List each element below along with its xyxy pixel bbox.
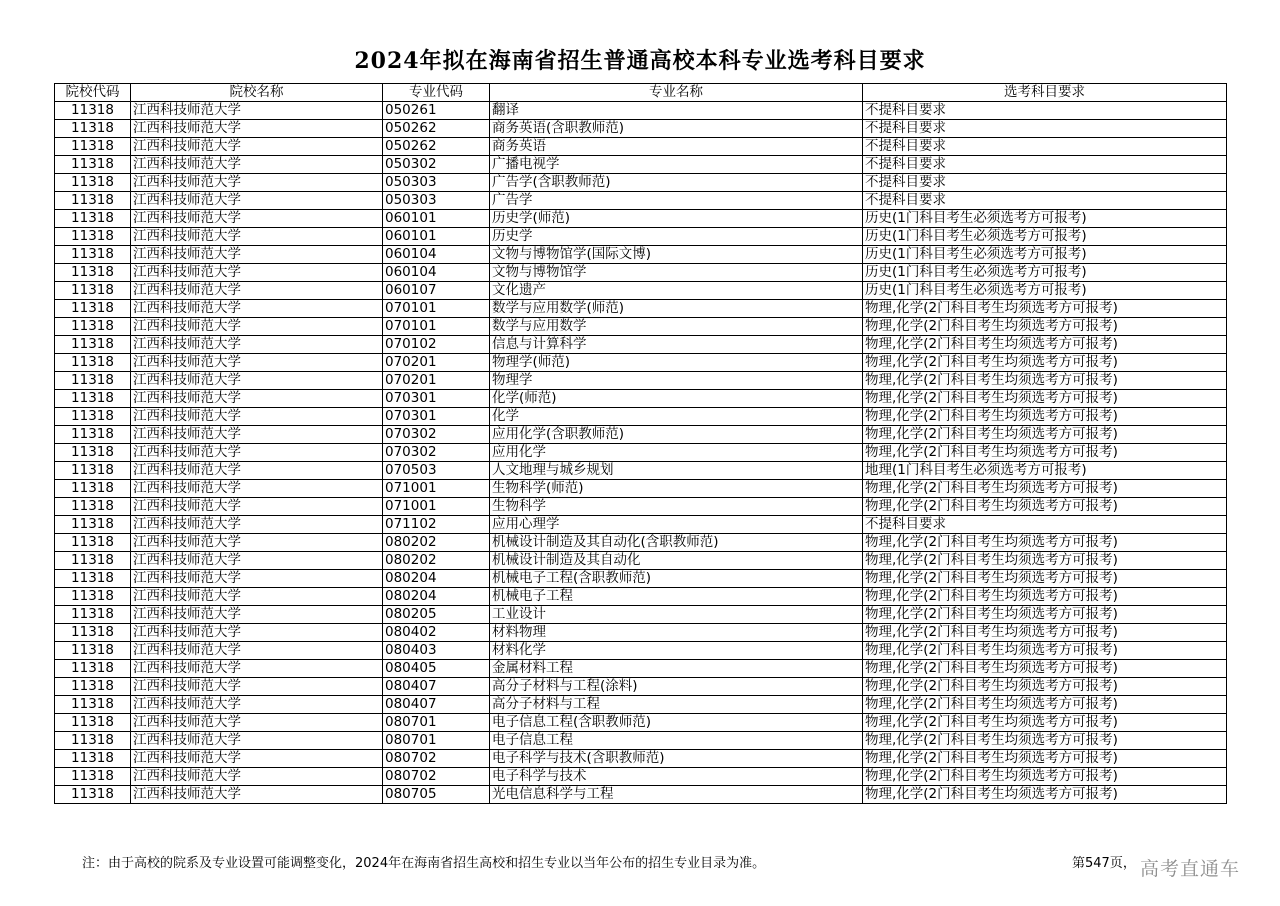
major-name-cell: 电子科学与技术 xyxy=(490,768,863,786)
major-name-cell: 机械设计制造及其自动化(含职教师范) xyxy=(490,534,863,552)
major-name-cell: 商务英语(含职教师范) xyxy=(490,120,863,138)
school-name-cell: 江西科技师范大学 xyxy=(131,318,383,336)
school-name-cell: 江西科技师范大学 xyxy=(131,336,383,354)
school-name-cell: 江西科技师范大学 xyxy=(131,408,383,426)
school-name-cell: 江西科技师范大学 xyxy=(131,300,383,318)
school-code-cell: 11318 xyxy=(55,786,131,804)
major-code-cell: 080202 xyxy=(383,552,490,570)
subject-requirement-cell: 不提科目要求 xyxy=(863,156,1227,174)
major-code-cell: 050302 xyxy=(383,156,490,174)
major-code-cell: 080407 xyxy=(383,678,490,696)
school-name-cell: 江西科技师范大学 xyxy=(131,390,383,408)
table-row xyxy=(55,408,1227,426)
school-name-cell: 江西科技师范大学 xyxy=(131,444,383,462)
major-code-cell: 060101 xyxy=(383,210,490,228)
school-name-cell: 江西科技师范大学 xyxy=(131,228,383,246)
major-name-cell: 文化遗产 xyxy=(490,282,863,300)
table-row xyxy=(55,714,1227,732)
school-name-cell: 江西科技师范大学 xyxy=(131,354,383,372)
major-code-cell: 050261 xyxy=(383,102,490,120)
subject-requirement-cell: 物理,化学(2门科目考生均须选考方可报考) xyxy=(863,408,1227,426)
school-code-cell: 11318 xyxy=(55,660,131,678)
major-name-cell: 电子信息工程 xyxy=(490,732,863,750)
major-code-cell: 050303 xyxy=(383,192,490,210)
table-row xyxy=(55,120,1227,138)
subject-requirement-cell: 物理,化学(2门科目考生均须选考方可报考) xyxy=(863,372,1227,390)
subject-requirement-cell: 不提科目要求 xyxy=(863,138,1227,156)
table-row xyxy=(55,264,1227,282)
school-name-cell: 江西科技师范大学 xyxy=(131,264,383,282)
major-name-cell: 应用化学(含职教师范) xyxy=(490,426,863,444)
subject-requirement-cell: 不提科目要求 xyxy=(863,174,1227,192)
school-code-cell: 11318 xyxy=(55,444,131,462)
school-code-cell: 11318 xyxy=(55,678,131,696)
header-school-code: 院校代码 xyxy=(55,84,131,102)
major-code-cell: 080702 xyxy=(383,768,490,786)
school-name-cell: 江西科技师范大学 xyxy=(131,624,383,642)
table-row xyxy=(55,102,1227,120)
table-row xyxy=(55,750,1227,768)
major-name-cell: 材料物理 xyxy=(490,624,863,642)
major-name-cell: 应用化学 xyxy=(490,444,863,462)
major-name-cell: 化学 xyxy=(490,408,863,426)
school-name-cell: 江西科技师范大学 xyxy=(131,120,383,138)
header-major-code: 专业代码 xyxy=(383,84,490,102)
page-title: 2024年拟在海南省招生普通高校本科专业选考科目要求 xyxy=(354,48,926,74)
table-row xyxy=(55,444,1227,462)
major-name-cell: 应用心理学 xyxy=(490,516,863,534)
school-code-cell: 11318 xyxy=(55,390,131,408)
table-row xyxy=(55,300,1227,318)
header-subject-requirement: 选考科目要求 xyxy=(863,84,1227,102)
subject-requirement-cell: 物理,化学(2门科目考生均须选考方可报考) xyxy=(863,606,1227,624)
school-name-cell: 江西科技师范大学 xyxy=(131,174,383,192)
school-name-cell: 江西科技师范大学 xyxy=(131,246,383,264)
school-name-cell: 江西科技师范大学 xyxy=(131,156,383,174)
school-code-cell: 11318 xyxy=(55,336,131,354)
school-code-cell: 11318 xyxy=(55,354,131,372)
school-name-cell: 江西科技师范大学 xyxy=(131,678,383,696)
footer-note: 注：由于高校的院系及专业设置可能调整变化，2024年在海南省招生高校和招生专业以当年公布的招生专业目录为准。 xyxy=(82,856,766,871)
table-row xyxy=(55,678,1227,696)
school-name-cell: 江西科技师范大学 xyxy=(131,732,383,750)
subject-requirement-cell: 历史(1门科目考生必须选考方可报考) xyxy=(863,210,1227,228)
table-row xyxy=(55,228,1227,246)
school-code-cell: 11318 xyxy=(55,228,131,246)
school-code-cell: 11318 xyxy=(55,462,131,480)
major-code-cell: 080205 xyxy=(383,606,490,624)
major-name-cell: 高分子材料与工程 xyxy=(490,696,863,714)
major-name-cell: 化学(师范) xyxy=(490,390,863,408)
major-code-cell: 080202 xyxy=(383,534,490,552)
major-name-cell: 信息与计算科学 xyxy=(490,336,863,354)
school-name-cell: 江西科技师范大学 xyxy=(131,768,383,786)
subject-requirement-cell: 物理,化学(2门科目考生均须选考方可报考) xyxy=(863,570,1227,588)
school-code-cell: 11318 xyxy=(55,138,131,156)
school-code-cell: 11318 xyxy=(55,714,131,732)
subject-requirement-cell: 物理,化学(2门科目考生均须选考方可报考) xyxy=(863,552,1227,570)
table-row xyxy=(55,588,1227,606)
school-code-cell: 11318 xyxy=(55,300,131,318)
school-code-cell: 11318 xyxy=(55,480,131,498)
watermark-text: 高考直通车 xyxy=(1140,858,1241,880)
table-row xyxy=(55,282,1227,300)
subject-requirement-cell: 物理,化学(2门科目考生均须选考方可报考) xyxy=(863,732,1227,750)
major-name-cell: 商务英语 xyxy=(490,138,863,156)
major-code-cell: 071001 xyxy=(383,480,490,498)
major-name-cell: 翻译 xyxy=(490,102,863,120)
subject-requirement-cell: 物理,化学(2门科目考生均须选考方可报考) xyxy=(863,642,1227,660)
major-code-cell: 080405 xyxy=(383,660,490,678)
major-code-cell: 060101 xyxy=(383,228,490,246)
school-name-cell: 江西科技师范大学 xyxy=(131,786,383,804)
major-name-cell: 文物与博物馆学(国际文博) xyxy=(490,246,863,264)
subject-requirement-cell: 不提科目要求 xyxy=(863,192,1227,210)
school-code-cell: 11318 xyxy=(55,588,131,606)
table-row xyxy=(55,156,1227,174)
major-code-cell: 070201 xyxy=(383,354,490,372)
major-code-cell: 071001 xyxy=(383,498,490,516)
major-code-cell: 080204 xyxy=(383,588,490,606)
table-row xyxy=(55,606,1227,624)
major-name-cell: 机械设计制造及其自动化 xyxy=(490,552,863,570)
school-name-cell: 江西科技师范大学 xyxy=(131,588,383,606)
subject-requirement-cell: 历史(1门科目考生必须选考方可报考) xyxy=(863,264,1227,282)
table-row xyxy=(55,318,1227,336)
table-row xyxy=(55,354,1227,372)
table-row xyxy=(55,390,1227,408)
school-code-cell: 11318 xyxy=(55,732,131,750)
major-code-cell: 070503 xyxy=(383,462,490,480)
school-code-cell: 11318 xyxy=(55,282,131,300)
subject-requirement-cell: 物理,化学(2门科目考生均须选考方可报考) xyxy=(863,750,1227,768)
school-code-cell: 11318 xyxy=(55,516,131,534)
major-code-cell: 070302 xyxy=(383,426,490,444)
table-row xyxy=(55,246,1227,264)
table-row xyxy=(55,174,1227,192)
major-code-cell: 060104 xyxy=(383,264,490,282)
table-row xyxy=(55,570,1227,588)
school-code-cell: 11318 xyxy=(55,318,131,336)
subject-requirement-cell: 物理,化学(2门科目考生均须选考方可报考) xyxy=(863,660,1227,678)
major-code-cell: 050262 xyxy=(383,120,490,138)
major-name-cell: 金属材料工程 xyxy=(490,660,863,678)
subject-requirement-cell: 不提科目要求 xyxy=(863,516,1227,534)
major-name-cell: 广告学(含职教师范) xyxy=(490,174,863,192)
major-code-cell: 080204 xyxy=(383,570,490,588)
school-code-cell: 11318 xyxy=(55,174,131,192)
major-name-cell: 数学与应用数学 xyxy=(490,318,863,336)
table-row xyxy=(55,210,1227,228)
table-row xyxy=(55,138,1227,156)
subject-requirement-cell: 不提科目要求 xyxy=(863,102,1227,120)
table-row xyxy=(55,624,1227,642)
major-name-cell: 数学与应用数学(师范) xyxy=(490,300,863,318)
subject-requirement-cell: 地理(1门科目考生必须选考方可报考) xyxy=(863,462,1227,480)
major-code-cell: 050303 xyxy=(383,174,490,192)
school-name-cell: 江西科技师范大学 xyxy=(131,750,383,768)
school-name-cell: 江西科技师范大学 xyxy=(131,552,383,570)
major-code-cell: 080701 xyxy=(383,714,490,732)
subject-requirement-cell: 物理,化学(2门科目考生均须选考方可报考) xyxy=(863,498,1227,516)
school-name-cell: 江西科技师范大学 xyxy=(131,498,383,516)
subject-requirement-cell: 历史(1门科目考生必须选考方可报考) xyxy=(863,246,1227,264)
school-code-cell: 11318 xyxy=(55,156,131,174)
subject-requirement-cell: 不提科目要求 xyxy=(863,120,1227,138)
major-code-cell: 080403 xyxy=(383,642,490,660)
major-code-cell: 080407 xyxy=(383,696,490,714)
table-row xyxy=(55,732,1227,750)
major-name-cell: 高分子材料与工程(涂料) xyxy=(490,678,863,696)
page-number: 第547页， xyxy=(1072,856,1136,871)
school-code-cell: 11318 xyxy=(55,498,131,516)
table-row xyxy=(55,480,1227,498)
school-name-cell: 江西科技师范大学 xyxy=(131,138,383,156)
school-code-cell: 11318 xyxy=(55,372,131,390)
school-code-cell: 11318 xyxy=(55,570,131,588)
major-code-cell: 080705 xyxy=(383,786,490,804)
major-name-cell: 历史学 xyxy=(490,228,863,246)
header-major-name: 专业名称 xyxy=(490,84,863,102)
school-name-cell: 江西科技师范大学 xyxy=(131,426,383,444)
school-name-cell: 江西科技师范大学 xyxy=(131,480,383,498)
major-code-cell: 070301 xyxy=(383,408,490,426)
subject-requirements-table xyxy=(54,83,1227,804)
table-row xyxy=(55,696,1227,714)
school-code-cell: 11318 xyxy=(55,750,131,768)
school-name-cell: 江西科技师范大学 xyxy=(131,696,383,714)
school-name-cell: 江西科技师范大学 xyxy=(131,282,383,300)
table-row xyxy=(55,498,1227,516)
school-code-cell: 11318 xyxy=(55,210,131,228)
table-row xyxy=(55,462,1227,480)
table-row xyxy=(55,192,1227,210)
major-code-cell: 070201 xyxy=(383,372,490,390)
subject-requirement-cell: 物理,化学(2门科目考生均须选考方可报考) xyxy=(863,588,1227,606)
school-code-cell: 11318 xyxy=(55,624,131,642)
subject-requirement-cell: 物理,化学(2门科目考生均须选考方可报考) xyxy=(863,300,1227,318)
school-name-cell: 江西科技师范大学 xyxy=(131,372,383,390)
major-code-cell: 070101 xyxy=(383,300,490,318)
table-row xyxy=(55,372,1227,390)
school-name-cell: 江西科技师范大学 xyxy=(131,462,383,480)
school-code-cell: 11318 xyxy=(55,534,131,552)
table-row xyxy=(55,786,1227,804)
school-name-cell: 江西科技师范大学 xyxy=(131,516,383,534)
table-row xyxy=(55,660,1227,678)
school-code-cell: 11318 xyxy=(55,696,131,714)
school-code-cell: 11318 xyxy=(55,246,131,264)
school-code-cell: 11318 xyxy=(55,642,131,660)
school-code-cell: 11318 xyxy=(55,120,131,138)
table-row xyxy=(55,642,1227,660)
major-code-cell: 080701 xyxy=(383,732,490,750)
major-code-cell: 050262 xyxy=(383,138,490,156)
subject-requirement-cell: 物理,化学(2门科目考生均须选考方可报考) xyxy=(863,426,1227,444)
major-code-cell: 080402 xyxy=(383,624,490,642)
table-row xyxy=(55,426,1227,444)
subject-requirement-cell: 物理,化学(2门科目考生均须选考方可报考) xyxy=(863,336,1227,354)
major-name-cell: 机械电子工程(含职教师范) xyxy=(490,570,863,588)
major-name-cell: 材料化学 xyxy=(490,642,863,660)
major-name-cell: 物理学(师范) xyxy=(490,354,863,372)
major-code-cell: 070101 xyxy=(383,318,490,336)
major-name-cell: 文物与博物馆学 xyxy=(490,264,863,282)
major-name-cell: 工业设计 xyxy=(490,606,863,624)
school-name-cell: 江西科技师范大学 xyxy=(131,642,383,660)
table-row xyxy=(55,552,1227,570)
subject-requirement-cell: 物理,化学(2门科目考生均须选考方可报考) xyxy=(863,480,1227,498)
major-name-cell: 电子信息工程(含职教师范) xyxy=(490,714,863,732)
school-code-cell: 11318 xyxy=(55,552,131,570)
school-code-cell: 11318 xyxy=(55,264,131,282)
major-code-cell: 060104 xyxy=(383,246,490,264)
major-name-cell: 光电信息科学与工程 xyxy=(490,786,863,804)
table-body xyxy=(55,102,1227,804)
subject-requirement-cell: 物理,化学(2门科目考生均须选考方可报考) xyxy=(863,624,1227,642)
school-name-cell: 江西科技师范大学 xyxy=(131,606,383,624)
subject-requirement-cell: 物理,化学(2门科目考生均须选考方可报考) xyxy=(863,354,1227,372)
major-name-cell: 生物科学 xyxy=(490,498,863,516)
major-name-cell: 人文地理与城乡规划 xyxy=(490,462,863,480)
school-code-cell: 11318 xyxy=(55,606,131,624)
header-school-name: 院校名称 xyxy=(131,84,383,102)
major-name-cell: 电子科学与技术(含职教师范) xyxy=(490,750,863,768)
school-name-cell: 江西科技师范大学 xyxy=(131,102,383,120)
school-code-cell: 11318 xyxy=(55,426,131,444)
school-code-cell: 11318 xyxy=(55,408,131,426)
subject-requirement-cell: 历史(1门科目考生必须选考方可报考) xyxy=(863,228,1227,246)
major-code-cell: 060107 xyxy=(383,282,490,300)
school-code-cell: 11318 xyxy=(55,192,131,210)
school-code-cell: 11318 xyxy=(55,102,131,120)
major-name-cell: 广播电视学 xyxy=(490,156,863,174)
table-row xyxy=(55,516,1227,534)
subject-requirement-cell: 物理,化学(2门科目考生均须选考方可报考) xyxy=(863,534,1227,552)
subject-requirement-cell: 物理,化学(2门科目考生均须选考方可报考) xyxy=(863,390,1227,408)
major-name-cell: 生物科学(师范) xyxy=(490,480,863,498)
school-name-cell: 江西科技师范大学 xyxy=(131,534,383,552)
subject-requirement-cell: 物理,化学(2门科目考生均须选考方可报考) xyxy=(863,696,1227,714)
subject-requirement-cell: 历史(1门科目考生必须选考方可报考) xyxy=(863,282,1227,300)
subject-requirement-cell: 物理,化学(2门科目考生均须选考方可报考) xyxy=(863,768,1227,786)
school-name-cell: 江西科技师范大学 xyxy=(131,714,383,732)
table-header-row xyxy=(55,84,1227,102)
major-name-cell: 历史学(师范) xyxy=(490,210,863,228)
school-name-cell: 江西科技师范大学 xyxy=(131,192,383,210)
major-name-cell: 机械电子工程 xyxy=(490,588,863,606)
major-code-cell: 070301 xyxy=(383,390,490,408)
major-name-cell: 物理学 xyxy=(490,372,863,390)
table-row xyxy=(55,534,1227,552)
major-code-cell: 070302 xyxy=(383,444,490,462)
table-row xyxy=(55,336,1227,354)
major-code-cell: 071102 xyxy=(383,516,490,534)
subject-requirement-cell: 物理,化学(2门科目考生均须选考方可报考) xyxy=(863,714,1227,732)
major-code-cell: 070102 xyxy=(383,336,490,354)
school-name-cell: 江西科技师范大学 xyxy=(131,210,383,228)
subject-requirement-cell: 物理,化学(2门科目考生均须选考方可报考) xyxy=(863,786,1227,804)
school-code-cell: 11318 xyxy=(55,768,131,786)
subject-requirement-cell: 物理,化学(2门科目考生均须选考方可报考) xyxy=(863,318,1227,336)
school-name-cell: 江西科技师范大学 xyxy=(131,570,383,588)
table-row xyxy=(55,768,1227,786)
major-code-cell: 080702 xyxy=(383,750,490,768)
major-name-cell: 广告学 xyxy=(490,192,863,210)
school-name-cell: 江西科技师范大学 xyxy=(131,660,383,678)
subject-requirement-cell: 物理,化学(2门科目考生均须选考方可报考) xyxy=(863,444,1227,462)
subject-requirement-cell: 物理,化学(2门科目考生均须选考方可报考) xyxy=(863,678,1227,696)
